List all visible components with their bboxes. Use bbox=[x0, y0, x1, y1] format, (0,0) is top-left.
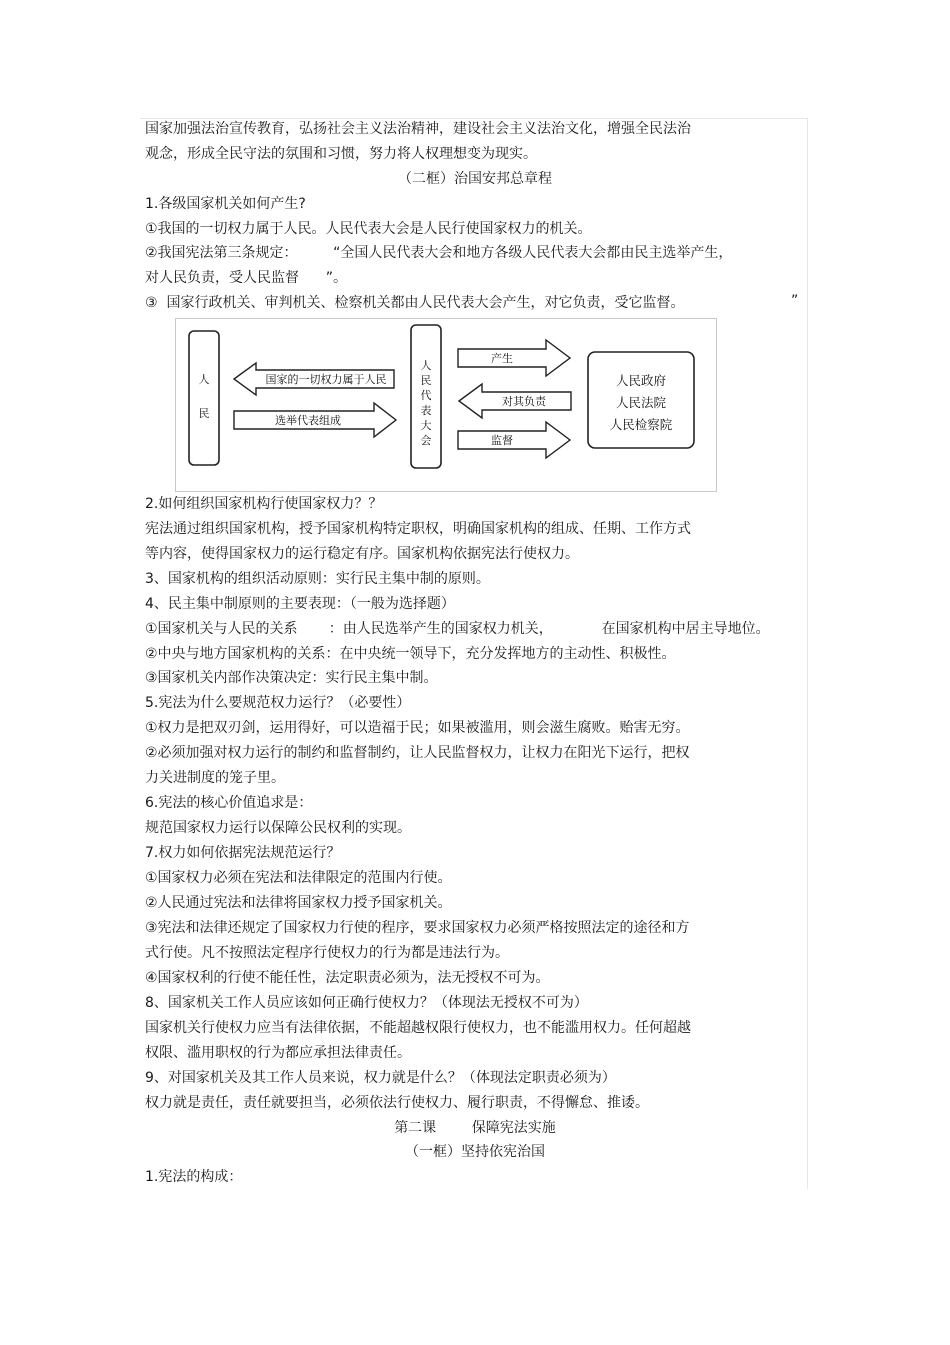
congress-label: 表 bbox=[420, 404, 432, 417]
state-organs-diagram bbox=[175, 318, 717, 492]
question-heading: 2.如何组织国家机构行使国家权力？？ bbox=[145, 496, 383, 512]
text-line: 规范国家权力运行以保障公民权利的实现。 bbox=[145, 820, 411, 836]
responsible-arrow-label: 对其负责 bbox=[502, 395, 546, 408]
text-line: ①国家权力必须在宪法和法律限定的范围内行使。 bbox=[145, 870, 452, 886]
people-label: 民 bbox=[198, 407, 210, 420]
supervise-arrow-shape bbox=[458, 422, 570, 458]
text-line: 力关进制度的笼子里。 bbox=[145, 770, 285, 786]
text-line: ①我国的一切权力属于人民。人民代表大会是人民行使国家权力的机关。 bbox=[145, 221, 592, 237]
text-line: 等内容，使得国家权力的运行稳定有序。国家机构依据宪法行使权力。 bbox=[145, 546, 579, 562]
text-line: ②中央与地方国家机构的关系：在中央统一领导下，充分发挥地方的主动性、积极性。 bbox=[145, 646, 676, 662]
congress-label: 会 bbox=[420, 434, 432, 447]
congress-label: 大 bbox=[420, 419, 432, 432]
organ-court-label: 人民法院 bbox=[615, 395, 667, 410]
organ-procuratorate-label: 人民检察院 bbox=[609, 417, 673, 432]
lesson-heading: 第二课 保障宪法实施 bbox=[394, 1120, 556, 1136]
text-line: ①国家机关与人民的关系 ：由人民选举产生的国家权力机关， 在国家机构中居主导地位。 bbox=[145, 621, 770, 637]
people-label: 人 bbox=[198, 373, 210, 386]
supervise-arrow-label: 监督 bbox=[491, 434, 513, 447]
text-line: 式行使。凡不按照法定程序行使权力的行为都是违法行为。 bbox=[145, 945, 509, 961]
stray-quote: ” bbox=[791, 293, 799, 309]
question-heading: 7.权力如何依据宪法规范运行？ bbox=[145, 845, 341, 861]
text-line: ②人民通过宪法和法律将国家权力授予国家机关。 bbox=[145, 895, 452, 911]
text-line: ③国家机关内部作决策决定：实行民主集中制。 bbox=[145, 670, 438, 686]
text-line: 国家机关行使权力应当有法律依据，不能超越权限行使权力，也不能滥用权力。任何超越 bbox=[145, 1020, 691, 1036]
text-line: 观念，形成全民守法的氛围和习惯，努力将人权理想变为现实。 bbox=[145, 146, 537, 162]
text-line: ②必须加强对权力运行的制约和监督制约，让人民监督权力，让权力在阳光下运行，把权 bbox=[145, 745, 690, 761]
text-line: 权限、滥用职权的行为都应承担法律责任。 bbox=[145, 1045, 411, 1061]
question-heading: 1.宪法的构成： bbox=[145, 1169, 243, 1185]
question-heading: 1.各级国家机关如何产生? bbox=[145, 196, 306, 212]
section-heading: （二框）治国安邦总章程 bbox=[398, 171, 552, 187]
text-line: 宪法通过组织国家机构，授予国家机构特定职权，明确国家机构的组成、任期、工作方式 bbox=[145, 521, 691, 537]
diagram-svg bbox=[176, 319, 716, 491]
question-heading: 8、国家机关工作人员应该如何正确行使权力？（体现法无授权不可为） bbox=[145, 995, 588, 1011]
power-arrow-label: 国家的一切权力属于人民 bbox=[265, 373, 387, 386]
text-line: ③宪法和法律还规定了国家权力行使的程序，要求国家权力必须严格按照法定的途径和方 bbox=[145, 920, 690, 936]
text-line: ②我国宪法第三条规定： “全国人民代表大会和地方各级人民代表大会都由民主选举产生， bbox=[145, 245, 733, 261]
produce-arrow-shape bbox=[458, 340, 570, 376]
elect-arrow-label: 选举代表组成 bbox=[275, 414, 341, 427]
text-line: 3、国家机构的组织活动原则：实行民主集中制的原则。 bbox=[145, 571, 490, 587]
text-line: 4、民主集中制原则的主要表现：（一般为选择题） bbox=[145, 596, 455, 612]
text-line: ③ 国家行政机关、审判机关、检察机关都由人民代表大会产生，对它负责，受它监督。 bbox=[145, 295, 685, 311]
question-heading: 6.宪法的核心价值追求是： bbox=[145, 795, 313, 811]
text-line: 对人民负责，受人民监督 ”。 bbox=[145, 270, 347, 286]
text-line: ①权力是把双刃剑，运用得好，可以造福于民；如果被滥用，则会滋生腐败。贻害无穷。 bbox=[145, 720, 690, 736]
text-line: ④国家权利的行使不能任性，法定职责必须为，法无授权不可为。 bbox=[145, 970, 550, 986]
congress-label: 代 bbox=[420, 389, 432, 402]
question-heading: 9、对国家机关及其工作人员来说，权力就是什么？（体现法定职责必须为） bbox=[145, 1070, 616, 1086]
text-line: 权力就是责任，责任就要担当，必须依法行使权力、履行职责，不得懈怠、推诿。 bbox=[145, 1095, 649, 1111]
produce-arrow-label: 产生 bbox=[491, 352, 513, 365]
question-heading: 5.宪法为什么要规范权力运行？（必要性） bbox=[145, 695, 411, 711]
organ-government-label: 人民政府 bbox=[615, 373, 667, 388]
text-line: 国家加强法治宣传教育，弘扬社会主义法治精神，建设社会主义法治文化，增强全民法治 bbox=[145, 121, 691, 137]
congress-label: 人 bbox=[420, 359, 432, 372]
people-box bbox=[189, 331, 219, 465]
section-heading: （一框）坚持依宪治国 bbox=[405, 1144, 545, 1160]
congress-label: 民 bbox=[420, 374, 432, 387]
